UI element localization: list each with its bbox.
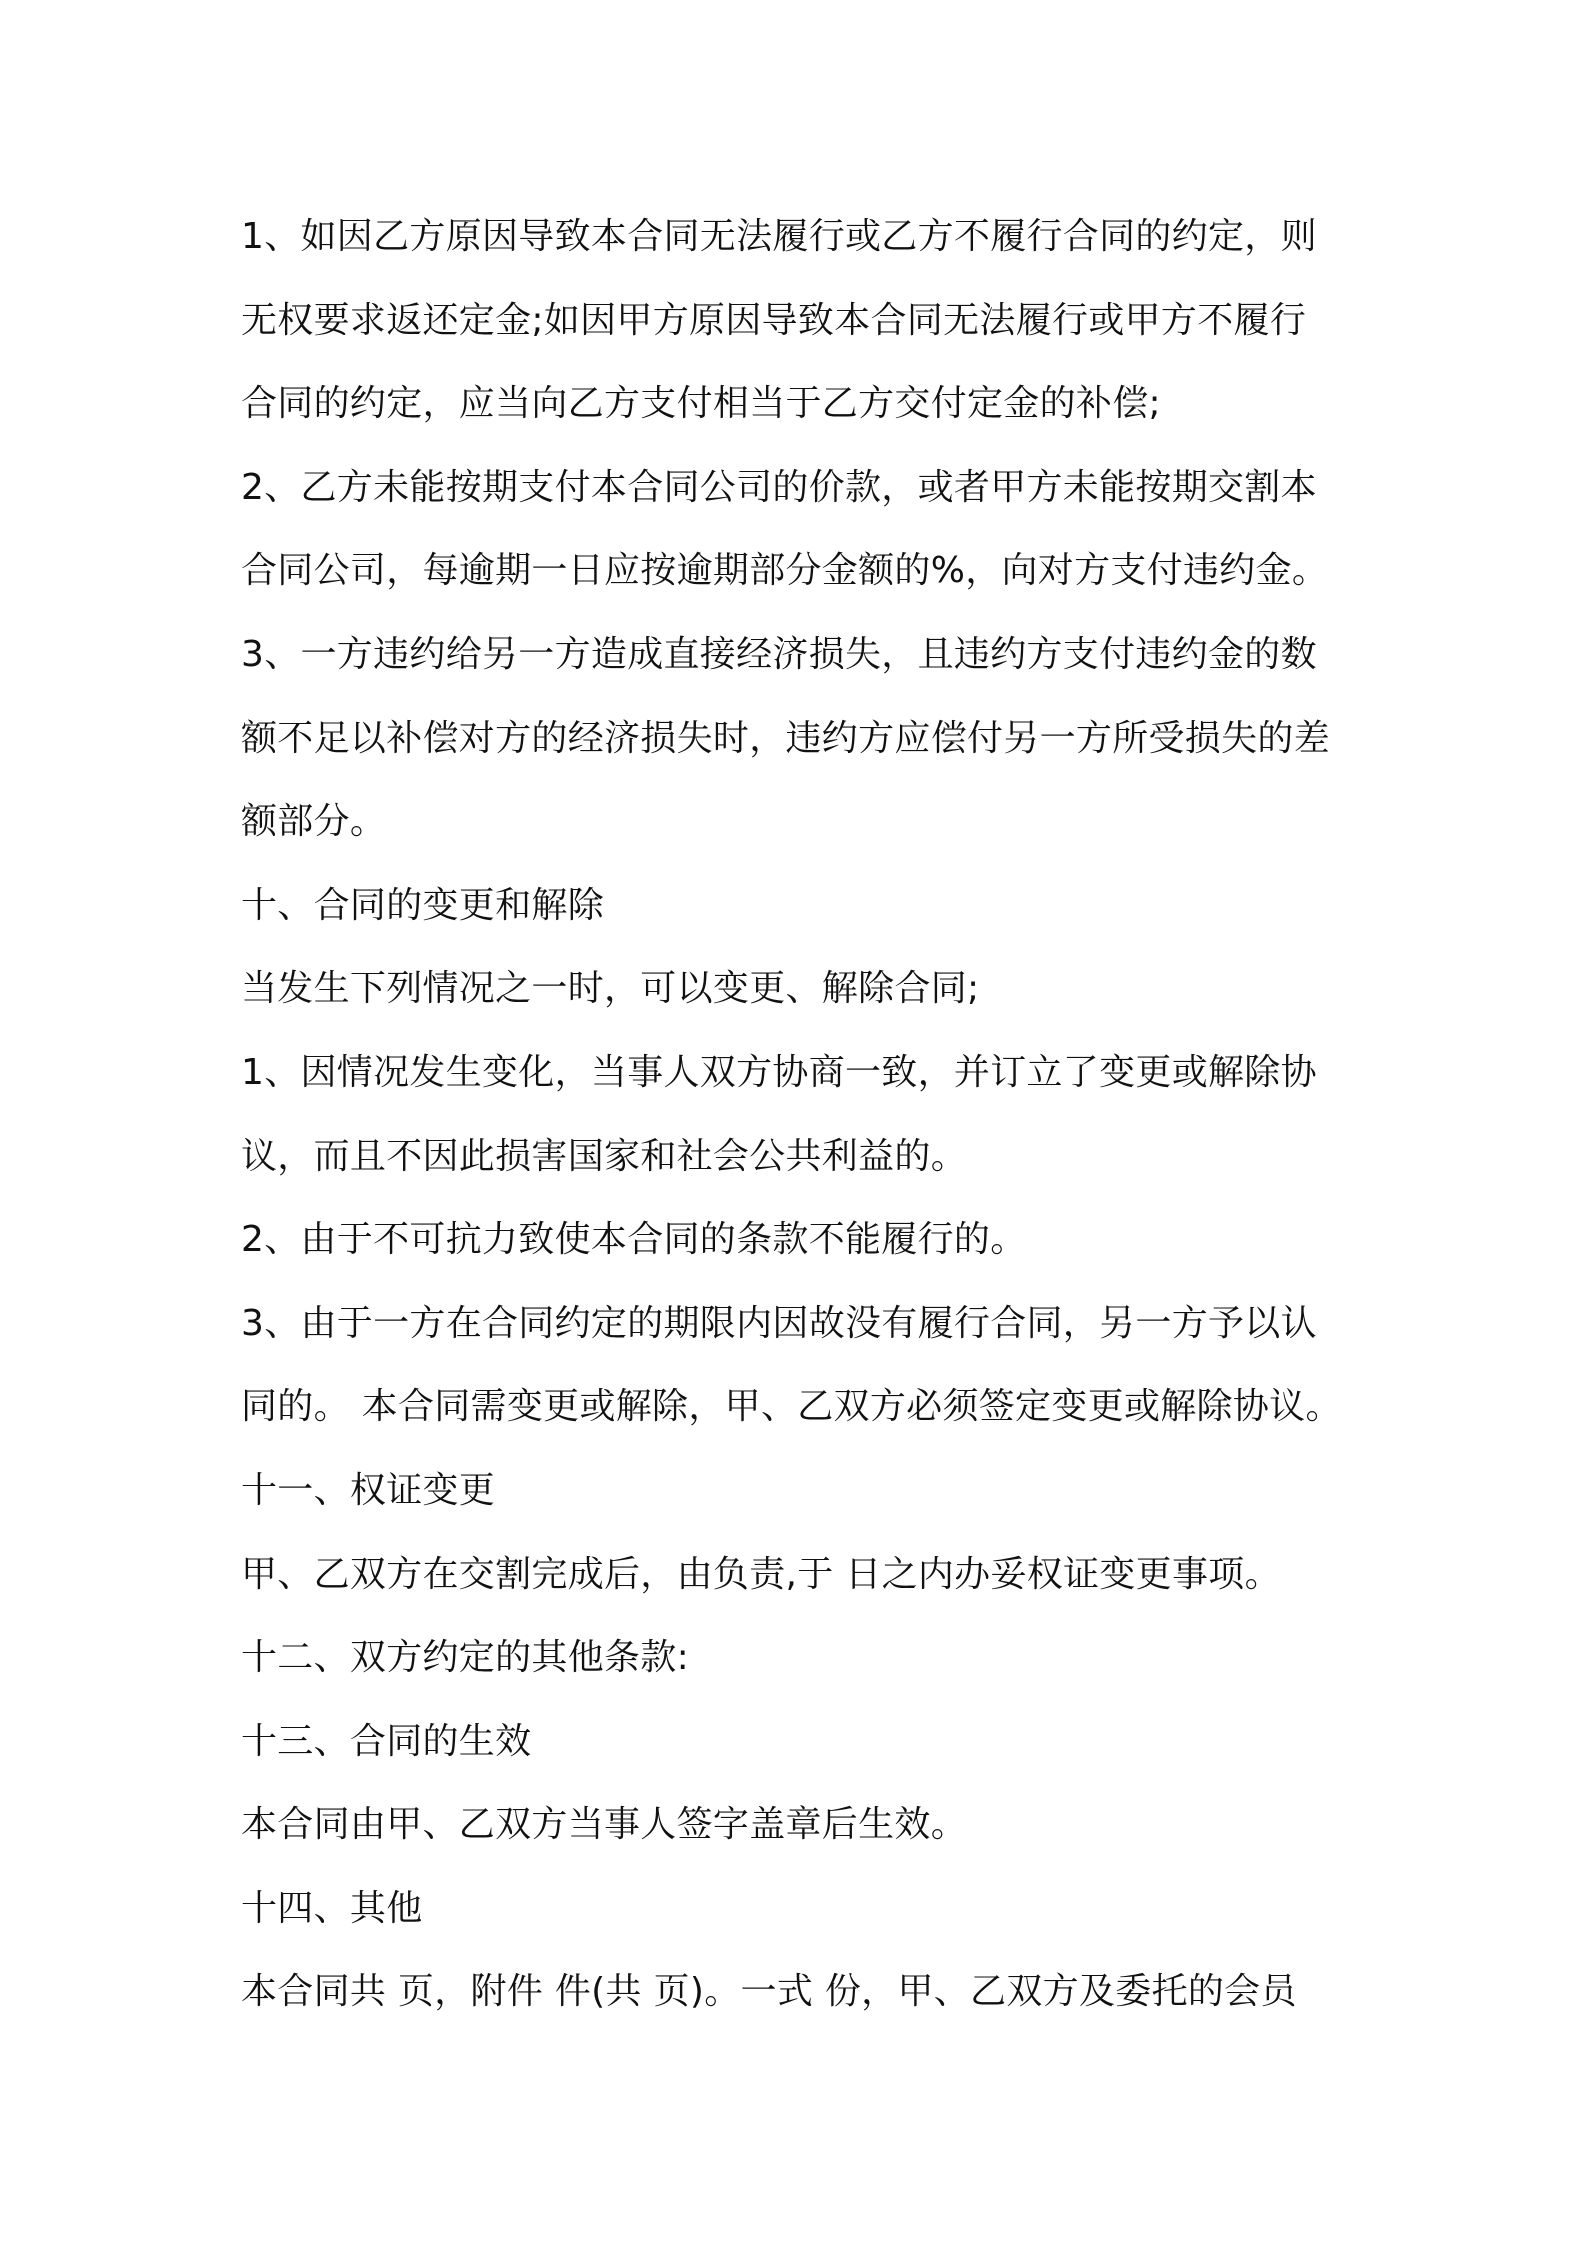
section-heading-10: 十、合同的变更和解除 <box>241 884 605 926</box>
clause-9-item-1-line-2: 无权要求返还定金;如因甲方原因导致本合同无法履行或甲方不履行 <box>241 299 1307 341</box>
section-heading-12: 十二、双方约定的其他条款: <box>241 1637 690 1679</box>
clause-9-item-3-line-2: 额不足以补偿对方的经济损失时，违约方应偿付另一方所受损失的差 <box>241 717 1331 759</box>
clause-10-item-1-line-2: 议，而且不因此损害国家和社会公共利益的。 <box>241 1135 968 1177</box>
clause-10-item-1-line-1: 1、因情况发生变化，当事人双方协商一致，并订立了变更或解除协 <box>241 1051 1317 1093</box>
clause-10-item-3-line-1: 3、由于一方在合同约定的期限内因故没有履行合同，另一方予以认 <box>241 1302 1317 1344</box>
clause-9-item-1-line-3: 合同的约定，应当向乙方支付相当于乙方交付定金的补偿; <box>241 383 1161 425</box>
clause-10-item-3-line-2: 同的。 本合同需变更或解除，甲、乙双方必须签定变更或解除协议。 <box>241 1386 1342 1428</box>
clause-14-body-line-1: 本合同共 页，附件 件(共 页)。一式 份，甲、乙双方及委托的会员 <box>241 1971 1297 2013</box>
clause-9-item-2-line-1: 2、乙方未能按期支付本合同公司的价款，或者甲方未能按期交割本 <box>241 466 1317 508</box>
section-heading-11: 十一、权证变更 <box>241 1469 496 1511</box>
clause-10-item-2: 2、由于不可抗力致使本合同的条款不能履行的。 <box>241 1219 1027 1261</box>
section-heading-14: 十四、其他 <box>241 1887 423 1929</box>
clause-13-body: 本合同由甲、乙双方当事人签字盖章后生效。 <box>241 1804 968 1846</box>
section-heading-13: 十三、合同的生效 <box>241 1720 532 1762</box>
clause-9-item-1-line-1: 1、如因乙方原因导致本合同无法履行或乙方不履行合同的约定，则 <box>241 216 1317 257</box>
clause-9-item-2-line-2: 合同公司，每逾期一日应按逾期部分金额的%，向对方支付违约金。 <box>241 550 1329 592</box>
document-body <box>241 195 1371 2034</box>
clause-9-item-3-line-3: 额部分。 <box>241 801 387 843</box>
clause-10-intro: 当发生下列情况之一时，可以变更、解除合同; <box>241 968 980 1010</box>
clause-11-body: 甲、乙双方在交割完成后，由负责,于 日之内办妥权证变更事项。 <box>241 1553 1281 1595</box>
clause-9-item-3-line-1: 3、一方违约给另一方造成直接经济损失，且违约方支付违约金的数 <box>241 633 1317 675</box>
